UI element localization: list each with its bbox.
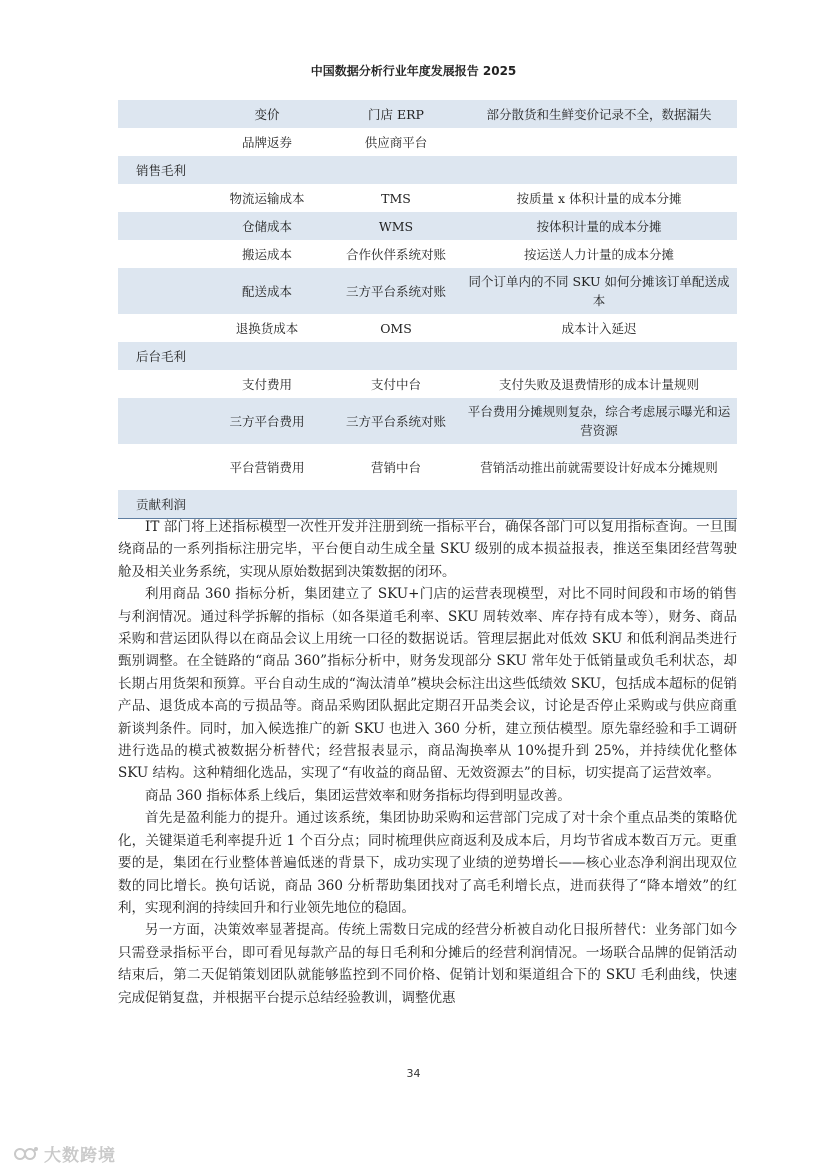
metrics-table: [118, 100, 737, 519]
table-row: [118, 444, 737, 490]
table-cell-item: 三方平台费用: [203, 398, 331, 444]
table-cell-category: [118, 128, 203, 156]
table-cell-category: [118, 212, 203, 240]
table-cell-item: 退换货成本: [203, 314, 331, 342]
watermark-logo-icon: [14, 1145, 40, 1163]
table-cell-source: TMS: [331, 184, 461, 212]
table-cell-category: [118, 184, 203, 212]
table-row: [118, 184, 737, 212]
paragraph-1: IT 部门将上述指标模型一次性开发并注册到统一指标平台，确保各部门可以复用指标查询。一旦围绕商品的一系列指标注册完毕，平台便自动生成全量 SKU 级别的成本损益报表，推送至集团经营驾驶舱及相关业务系统，实现从原始数据到决策数据的闭环。: [118, 519, 737, 580]
metrics-table-body: [118, 100, 737, 519]
table-cell-category: [118, 268, 203, 314]
table-cell-item: 变价: [203, 100, 331, 128]
paragraph-5: 另一方面，决策效率显著提高。传统上需数日完成的经营分析被自动化日报所替代：业务部门如今只需登录指标平台，即可看见每款产品的每日毛利和分摊后的经营利润情况。一场联合品牌的促销活动结束后，第二天促销策划团队就能够监控到不同价格、促销计划和渠道组合下的 SKU 毛利曲线，快速完成促销复盘，并根据平台提示总结经验教训，调整优惠: [118, 922, 737, 1006]
table-cell-category: [118, 240, 203, 268]
table-cell-item: 支付费用: [203, 370, 331, 398]
table-row: [118, 370, 737, 398]
table-row: [118, 128, 737, 156]
body-text: [118, 516, 737, 1009]
table-row: [118, 268, 737, 314]
paragraph-3: 商品 360 指标体系上线后，集团运营效率和财务指标均得到明显改善。: [145, 787, 571, 804]
table-cell-note: 按质量 x 体积计量的成本分摊: [461, 184, 737, 212]
table-cell-note: 同个订单内的不同 SKU 如何分摊该订单配送成本: [461, 268, 737, 314]
paragraph-2: 利用商品 360 指标分析，集团建立了 SKU+门店的运营表现模型，对比不同时间段和市场的销售与利润情况。通过科学拆解的指标（如各渠道毛利率、SKU 周转效率、库存持有成本等），财务、商品采购和营运团队得以在商品会议上用统一口径的数据说话。管理层据此对低效 SKU 和低利润品类进行甄别调整。在全链路的“商品 360”指标分析中，财务发现部分 SKU 常年处于低销量或负毛利状态，却长期占用货架和预算。平台自动生成的“淘汰清单”模块会标注出这些低绩效 SKU，包括成本超标的促销产品、退货成本高的亏损品等。商品采购团队据此定期召开品类会议，讨论是否停止采购或与供应商重新谈判条件。同时，加入候选推广的新 SKU 也进入 360 分析，建立预估模型。原先靠经验和手工调研进行选品的模式被数据分析替代；经营报表显示，商品淘换率从 10%提升到 25%，并持续优化整体 SKU 结构。这种精细化选品，实现了“有收益的商品留、无效资源去”的目标，切实提高了运营效率。: [118, 586, 737, 782]
table-category-label: 后台毛利: [118, 342, 737, 370]
table-cell-source: WMS: [331, 212, 461, 240]
table-cell-note: 按运送人力计量的成本分摊: [461, 240, 737, 268]
table-cell-category: [118, 100, 203, 128]
page-number: 34: [406, 1067, 421, 1080]
table-row: [118, 212, 737, 240]
table-cell-note: 成本计入延迟: [461, 314, 737, 342]
table-cell-note: 营销活动推出前就需要设计好成本分摊规则: [461, 444, 737, 490]
table-cell-item: 仓储成本: [203, 212, 331, 240]
table-cell-item: 品牌返券: [203, 128, 331, 156]
table-cell-source: 合作伙伴系统对账: [331, 240, 461, 268]
watermark: [14, 1141, 116, 1166]
table-row: [118, 240, 737, 268]
table-category-label: 销售毛利: [118, 156, 737, 184]
table-cell-source: OMS: [331, 314, 461, 342]
table-cell-note: [461, 128, 737, 156]
table-row: [118, 398, 737, 444]
page-header-title: 中国数据分析行业年度发展报告 2025: [310, 64, 517, 78]
table-cell-item: 配送成本: [203, 268, 331, 314]
table-cell-source: 支付中台: [331, 370, 461, 398]
table-cell-item: 平台营销费用: [203, 444, 331, 490]
table-cell-item: 搬运成本: [203, 240, 331, 268]
table-cell-source: 门店 ERP: [331, 100, 461, 128]
table-cell-source: 供应商平台: [331, 128, 461, 156]
metrics-table-grid: [118, 100, 737, 519]
table-row: [118, 100, 737, 128]
table-cell-note: 平台费用分摊规则复杂，综合考虑展示曝光和运营资源: [461, 398, 737, 444]
table-cell-category: [118, 370, 203, 398]
table-cell-source: 三方平台系统对账: [331, 268, 461, 314]
table-cell-source: 三方平台系统对账: [331, 398, 461, 444]
table-cell-note: 按体积计量的成本分摊: [461, 212, 737, 240]
table-category-row: [118, 156, 737, 184]
table-category-row: [118, 342, 737, 370]
table-cell-source: 营销中台: [331, 444, 461, 490]
paragraph-4: 首先是盈利能力的提升。通过该系统，集团协助采购和运营部门完成了对十余个重点品类的策略优化，关键渠道毛利率提升近 1 个百分点；同时梳理供应商返利及成本后，月均节省成本数百万元。更重要的是，集团在行业整体普遍低迷的背景下，成功实现了业绩的逆势增长——核心业态净利润出现双位数的同比增长。换句话说，商品 360 分析帮助集团找对了高毛利增长点，进而获得了“降本增效”的红利，实现利润的持续回升和行业领先地位的稳固。: [118, 810, 737, 916]
table-row: [118, 314, 737, 342]
table-category-label: 贡献利润: [118, 490, 737, 519]
table-cell-note: 部分散货和生鲜变价记录不全，数据漏失: [461, 100, 737, 128]
table-cell-item: 物流运输成本: [203, 184, 331, 212]
table-category-row: [118, 490, 737, 519]
table-cell-note: 支付失败及退费情形的成本计量规则: [461, 370, 737, 398]
table-cell-category: [118, 444, 203, 490]
watermark-text: 大数跨境: [44, 1146, 116, 1166]
table-cell-category: [118, 314, 203, 342]
table-cell-category: [118, 398, 203, 444]
